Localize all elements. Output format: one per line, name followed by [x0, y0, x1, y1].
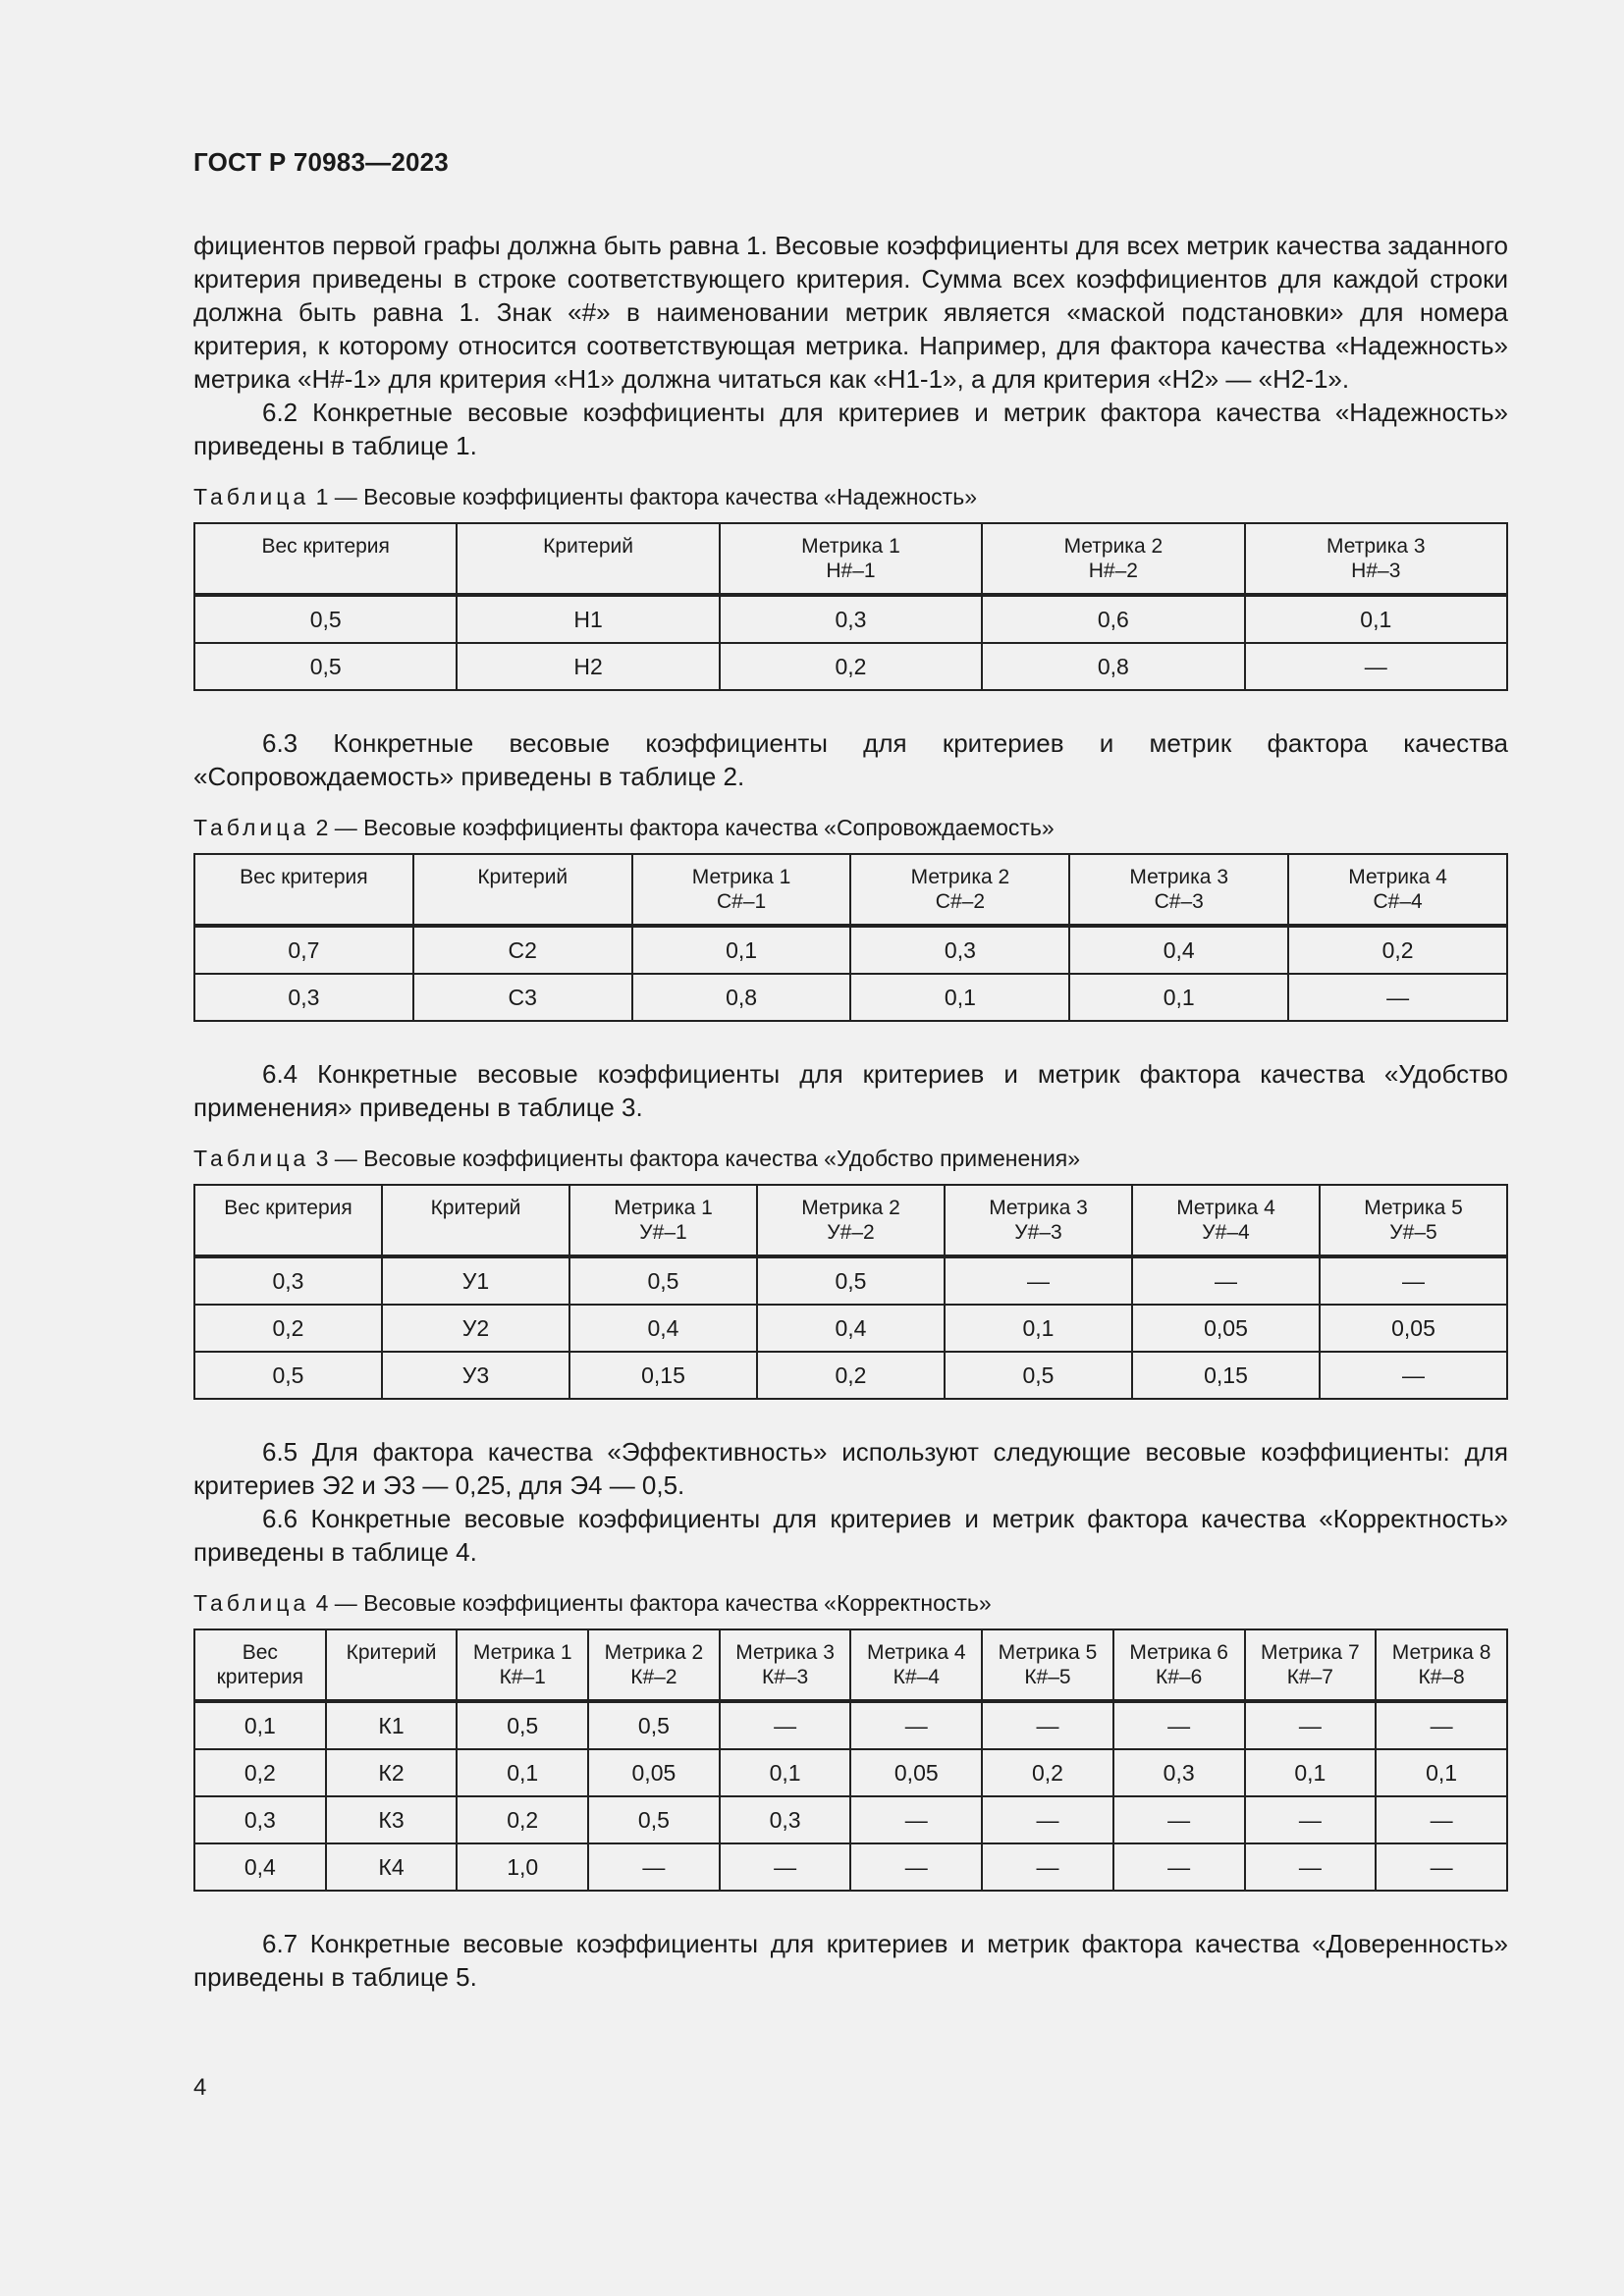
- column-header-code: К#–2: [630, 1666, 677, 1688]
- column-header: [1069, 854, 1288, 926]
- table-caption-text: 4 — Весовые коэффициенты фактора качества «Корректность»: [309, 1590, 992, 1616]
- table-cell: —: [588, 1843, 720, 1891]
- table-cell: 0,3: [720, 1796, 851, 1843]
- column-header-title: Метрика 7: [1261, 1641, 1360, 1664]
- table-cell: С3: [413, 974, 632, 1021]
- table-cell: 0,5: [757, 1256, 945, 1305]
- column-header: [1245, 523, 1507, 595]
- paragraph-6-4: 6.4 Конкретные весовые коэффициенты для критериев и метрик фактора качества «Удобство применения» приведены в таблице 3.: [193, 1059, 1508, 1122]
- table-cell: —: [1245, 643, 1507, 690]
- table-cell: 0,4: [194, 1843, 326, 1891]
- column-header-title: Метрика 3: [735, 1641, 835, 1664]
- column-header: [588, 1629, 720, 1701]
- table-cell: 0,1: [194, 1701, 326, 1749]
- column-header-code: критерия: [216, 1666, 304, 1688]
- column-header-title: Критерий: [477, 866, 568, 888]
- column-header-code: С#–1: [716, 890, 767, 913]
- table-cell: К3: [326, 1796, 458, 1843]
- document-page: [193, 147, 1508, 1994]
- table-caption-text: 1 — Весовые коэффициенты фактора качества «Надежность»: [309, 484, 977, 509]
- column-header-title: Метрика 2: [910, 866, 1010, 888]
- paragraph-6-2: 6.2 Конкретные весовые коэффициенты для критериев и метрик фактора качества «Надежность» приведены в таблице 1.: [193, 398, 1508, 460]
- column-header: [945, 1185, 1132, 1256]
- table-cell: —: [1245, 1796, 1377, 1843]
- table-cell: —: [1132, 1256, 1320, 1305]
- column-header-title: Метрика 5: [1364, 1197, 1463, 1219]
- column-header: [1320, 1185, 1507, 1256]
- table-cell: 0,2: [1288, 926, 1507, 974]
- table-cell: 0,1: [945, 1305, 1132, 1352]
- table-cell: 0,3: [194, 1796, 326, 1843]
- column-header-title: Метрика 2: [801, 1197, 900, 1219]
- table-cell: 0,5: [569, 1256, 757, 1305]
- table-caption-word: Таблица: [193, 1146, 310, 1171]
- column-header: [413, 854, 632, 926]
- paragraph-6-7: 6.7 Конкретные весовые коэффициенты для критериев и метрик фактора качества «Доверенность» приведены в таблице 5.: [193, 1929, 1508, 1992]
- column-header-code: Н#–2: [1088, 560, 1138, 582]
- table-cell: 0,3: [1113, 1749, 1245, 1796]
- table-cell: —: [982, 1843, 1113, 1891]
- table-caption-word: Таблица: [193, 484, 310, 509]
- table-cell: —: [982, 1796, 1113, 1843]
- table-cell: К4: [326, 1843, 458, 1891]
- table-cell: 0,1: [720, 1749, 851, 1796]
- table-cell: Н1: [457, 595, 719, 643]
- table-cell: 0,4: [569, 1305, 757, 1352]
- column-header: [457, 523, 719, 595]
- column-header-code: У#–1: [639, 1221, 687, 1244]
- column-header-title: Вес критерия: [224, 1197, 352, 1219]
- table-3-caption: [193, 1146, 1508, 1172]
- column-header-title: Метрика 5: [998, 1641, 1098, 1664]
- column-header-title: Метрика 2: [1063, 535, 1164, 558]
- table-cell: 0,15: [1132, 1352, 1320, 1399]
- table-cell: 0,05: [588, 1749, 720, 1796]
- table-cell: 0,2: [194, 1305, 382, 1352]
- table-cell: —: [982, 1701, 1113, 1749]
- table-cell: —: [1320, 1256, 1507, 1305]
- column-header-title: Метрика 1: [691, 866, 791, 888]
- column-header-code: С#–2: [935, 890, 985, 913]
- column-header-code: С#–4: [1373, 890, 1423, 913]
- table-cell: 0,5: [457, 1701, 588, 1749]
- column-header: [1288, 854, 1507, 926]
- table-cell: 0,3: [720, 595, 982, 643]
- table-cell: К1: [326, 1701, 458, 1749]
- column-header-code: Н#–3: [1351, 560, 1401, 582]
- table-cell: 0,5: [588, 1796, 720, 1843]
- table-row: [194, 974, 1507, 1021]
- table-cell: 0,1: [1376, 1749, 1507, 1796]
- table-cell: —: [720, 1843, 851, 1891]
- table-row: [194, 1305, 1507, 1352]
- column-header-code: К#–5: [1024, 1666, 1071, 1688]
- table-row: [194, 1701, 1507, 1749]
- table-caption-word: Таблица: [193, 815, 310, 840]
- column-header-code: К#–6: [1156, 1666, 1203, 1688]
- table-cell: 0,1: [1245, 595, 1507, 643]
- column-header: [982, 1629, 1113, 1701]
- table-cell: —: [720, 1701, 851, 1749]
- column-header-code: К#–4: [893, 1666, 940, 1688]
- column-header: [850, 854, 1069, 926]
- table-cell: 0,5: [194, 1352, 382, 1399]
- table-row: [194, 1256, 1507, 1305]
- table-cell: 0,2: [194, 1749, 326, 1796]
- column-header-title: Критерий: [346, 1641, 437, 1664]
- table-cell: 1,0: [457, 1843, 588, 1891]
- column-header-title: Метрика 2: [604, 1641, 704, 1664]
- table-row: [194, 926, 1507, 974]
- table-cell: 0,2: [720, 643, 982, 690]
- column-header: [194, 1185, 382, 1256]
- column-header-title: Метрика 3: [1326, 535, 1426, 558]
- column-header-title: Метрика 3: [989, 1197, 1088, 1219]
- table-caption-text: 2 — Весовые коэффициенты фактора качества «Сопровождаемость»: [309, 815, 1055, 840]
- table-2-maintainability: [193, 853, 1508, 1022]
- column-header-code: С#–3: [1154, 890, 1204, 913]
- table-cell: —: [1376, 1843, 1507, 1891]
- column-header-code: У#–3: [1014, 1221, 1062, 1244]
- table-cell: Н2: [457, 643, 719, 690]
- table-cell: 0,1: [1069, 974, 1288, 1021]
- table-cell: 0,05: [1320, 1305, 1507, 1352]
- table-cell: 0,5: [194, 595, 457, 643]
- table-cell: —: [850, 1796, 982, 1843]
- table-cell: 0,5: [194, 643, 457, 690]
- table-cell: —: [945, 1256, 1132, 1305]
- column-header: [194, 1629, 326, 1701]
- table-row: [194, 1843, 1507, 1891]
- page-number: 4: [193, 2074, 207, 2101]
- table-cell: —: [1320, 1352, 1507, 1399]
- column-header: [982, 523, 1244, 595]
- column-header-title: Вес критерия: [261, 535, 390, 558]
- table-4-correctness: [193, 1629, 1508, 1892]
- column-header: [457, 1629, 588, 1701]
- table-cell: 0,8: [982, 643, 1244, 690]
- column-header-title: Критерий: [543, 535, 634, 558]
- column-header-title: Метрика 1: [472, 1641, 572, 1664]
- table-row: [194, 1352, 1507, 1399]
- table-cell: —: [1113, 1843, 1245, 1891]
- table-cell: 0,15: [569, 1352, 757, 1399]
- column-header: [720, 1629, 851, 1701]
- table-cell: —: [850, 1843, 982, 1891]
- column-header-title: Метрика 1: [801, 535, 900, 558]
- table-1-reliability: [193, 522, 1508, 691]
- table-cell: 0,3: [194, 974, 413, 1021]
- column-header: [1376, 1629, 1507, 1701]
- column-header-title: Метрика 1: [614, 1197, 713, 1219]
- column-header-title: Вес критерия: [240, 866, 368, 888]
- table-cell: 0,7: [194, 926, 413, 974]
- table-cell: У3: [382, 1352, 569, 1399]
- table-cell: У1: [382, 1256, 569, 1305]
- column-header: [326, 1629, 458, 1701]
- table-4-caption: [193, 1590, 1508, 1617]
- table-cell: 0,05: [850, 1749, 982, 1796]
- table-row: [194, 595, 1507, 643]
- table-cell: 0,4: [1069, 926, 1288, 974]
- paragraph-6-3: 6.3 Конкретные весовые коэффициенты для критериев и метрик фактора качества «Сопровождаемость» приведены в таблице 2.: [193, 728, 1508, 791]
- table-cell: У2: [382, 1305, 569, 1352]
- column-header-title: Метрика 8: [1391, 1641, 1491, 1664]
- table-cell: 0,5: [945, 1352, 1132, 1399]
- table-cell: 0,6: [982, 595, 1244, 643]
- column-header: [382, 1185, 569, 1256]
- table-cell: —: [1376, 1701, 1507, 1749]
- column-header-code: К#–1: [499, 1666, 546, 1688]
- table-cell: —: [1113, 1701, 1245, 1749]
- table-cell: —: [1376, 1796, 1507, 1843]
- table-cell: 0,5: [588, 1701, 720, 1749]
- column-header-code: У#–2: [827, 1221, 875, 1244]
- table-3-usability: [193, 1184, 1508, 1400]
- table-cell: —: [1245, 1843, 1377, 1891]
- table-caption-text: 3 — Весовые коэффициенты фактора качества «Удобство применения»: [309, 1146, 1081, 1171]
- table-caption-word: Таблица: [193, 1590, 310, 1616]
- table-cell: 0,05: [1132, 1305, 1320, 1352]
- column-header-code: К#–3: [761, 1666, 809, 1688]
- column-header: [720, 523, 982, 595]
- column-header-title: Вес: [242, 1641, 278, 1664]
- column-header-code: К#–7: [1286, 1666, 1333, 1688]
- table-cell: 0,1: [632, 926, 851, 974]
- column-header: [850, 1629, 982, 1701]
- column-header-title: Метрика 3: [1129, 866, 1229, 888]
- column-header-title: Критерий: [430, 1197, 521, 1219]
- column-header-title: Метрика 4: [1176, 1197, 1275, 1219]
- table-2-caption: [193, 815, 1508, 841]
- column-header-code: У#–4: [1202, 1221, 1250, 1244]
- table-row: [194, 1749, 1507, 1796]
- table-cell: —: [1288, 974, 1507, 1021]
- column-header-code: У#–5: [1389, 1221, 1437, 1244]
- column-header-title: Метрика 4: [1348, 866, 1447, 888]
- column-header: [757, 1185, 945, 1256]
- table-cell: К2: [326, 1749, 458, 1796]
- table-cell: 0,2: [457, 1796, 588, 1843]
- table-cell: 0,2: [757, 1352, 945, 1399]
- table-cell: 0,1: [1245, 1749, 1377, 1796]
- column-header: [194, 854, 413, 926]
- column-header: [1245, 1629, 1377, 1701]
- table-cell: 0,3: [194, 1256, 382, 1305]
- column-header: [569, 1185, 757, 1256]
- table-row: [194, 643, 1507, 690]
- table-row: [194, 1796, 1507, 1843]
- column-header-code: К#–8: [1418, 1666, 1465, 1688]
- table-cell: 0,8: [632, 974, 851, 1021]
- table-cell: —: [850, 1701, 982, 1749]
- paragraph-6-5: 6.5 Для фактора качества «Эффективность» используют следующие весовые коэффициенты: для критериев Э2 и Э3 — 0,25, для Э4 — 0,5.: [193, 1437, 1508, 1500]
- paragraph-6-6: 6.6 Конкретные весовые коэффициенты для критериев и метрик фактора качества «Корректность» приведены в таблице 4.: [193, 1504, 1508, 1567]
- paragraph-continuation: фициентов первой графы должна быть равна 1. Весовые коэффициенты для всех метрик качества заданного критерия приведены в строке соответствующего критерия. Сумма всех коэффициентов для каждой строки должна быть равна 1. Знак «#» в наименовании метрик является «маской подстановки» для номера критерия, к которому относится соответствующая метрика. Например, для фактора качества «Надежность» метрика «Н#-1» для критерия «Н1» должна читаться как «Н1-1», а для критерия «Н2» — «Н2-1».: [193, 231, 1508, 394]
- table-cell: —: [1245, 1701, 1377, 1749]
- column-header-title: Метрика 4: [866, 1641, 966, 1664]
- table-cell: 0,1: [850, 974, 1069, 1021]
- column-header-title: Метрика 6: [1129, 1641, 1228, 1664]
- table-cell: 0,2: [982, 1749, 1113, 1796]
- table-cell: 0,1: [457, 1749, 588, 1796]
- document-code: ГОСТ Р 70983—2023: [193, 147, 449, 177]
- column-header-code: Н#–1: [826, 560, 876, 582]
- table-1-caption: [193, 484, 1508, 510]
- column-header: [194, 523, 457, 595]
- column-header: [632, 854, 851, 926]
- table-cell: —: [1113, 1796, 1245, 1843]
- table-cell: 0,3: [850, 926, 1069, 974]
- table-cell: С2: [413, 926, 632, 974]
- column-header: [1132, 1185, 1320, 1256]
- column-header: [1113, 1629, 1245, 1701]
- table-cell: 0,4: [757, 1305, 945, 1352]
